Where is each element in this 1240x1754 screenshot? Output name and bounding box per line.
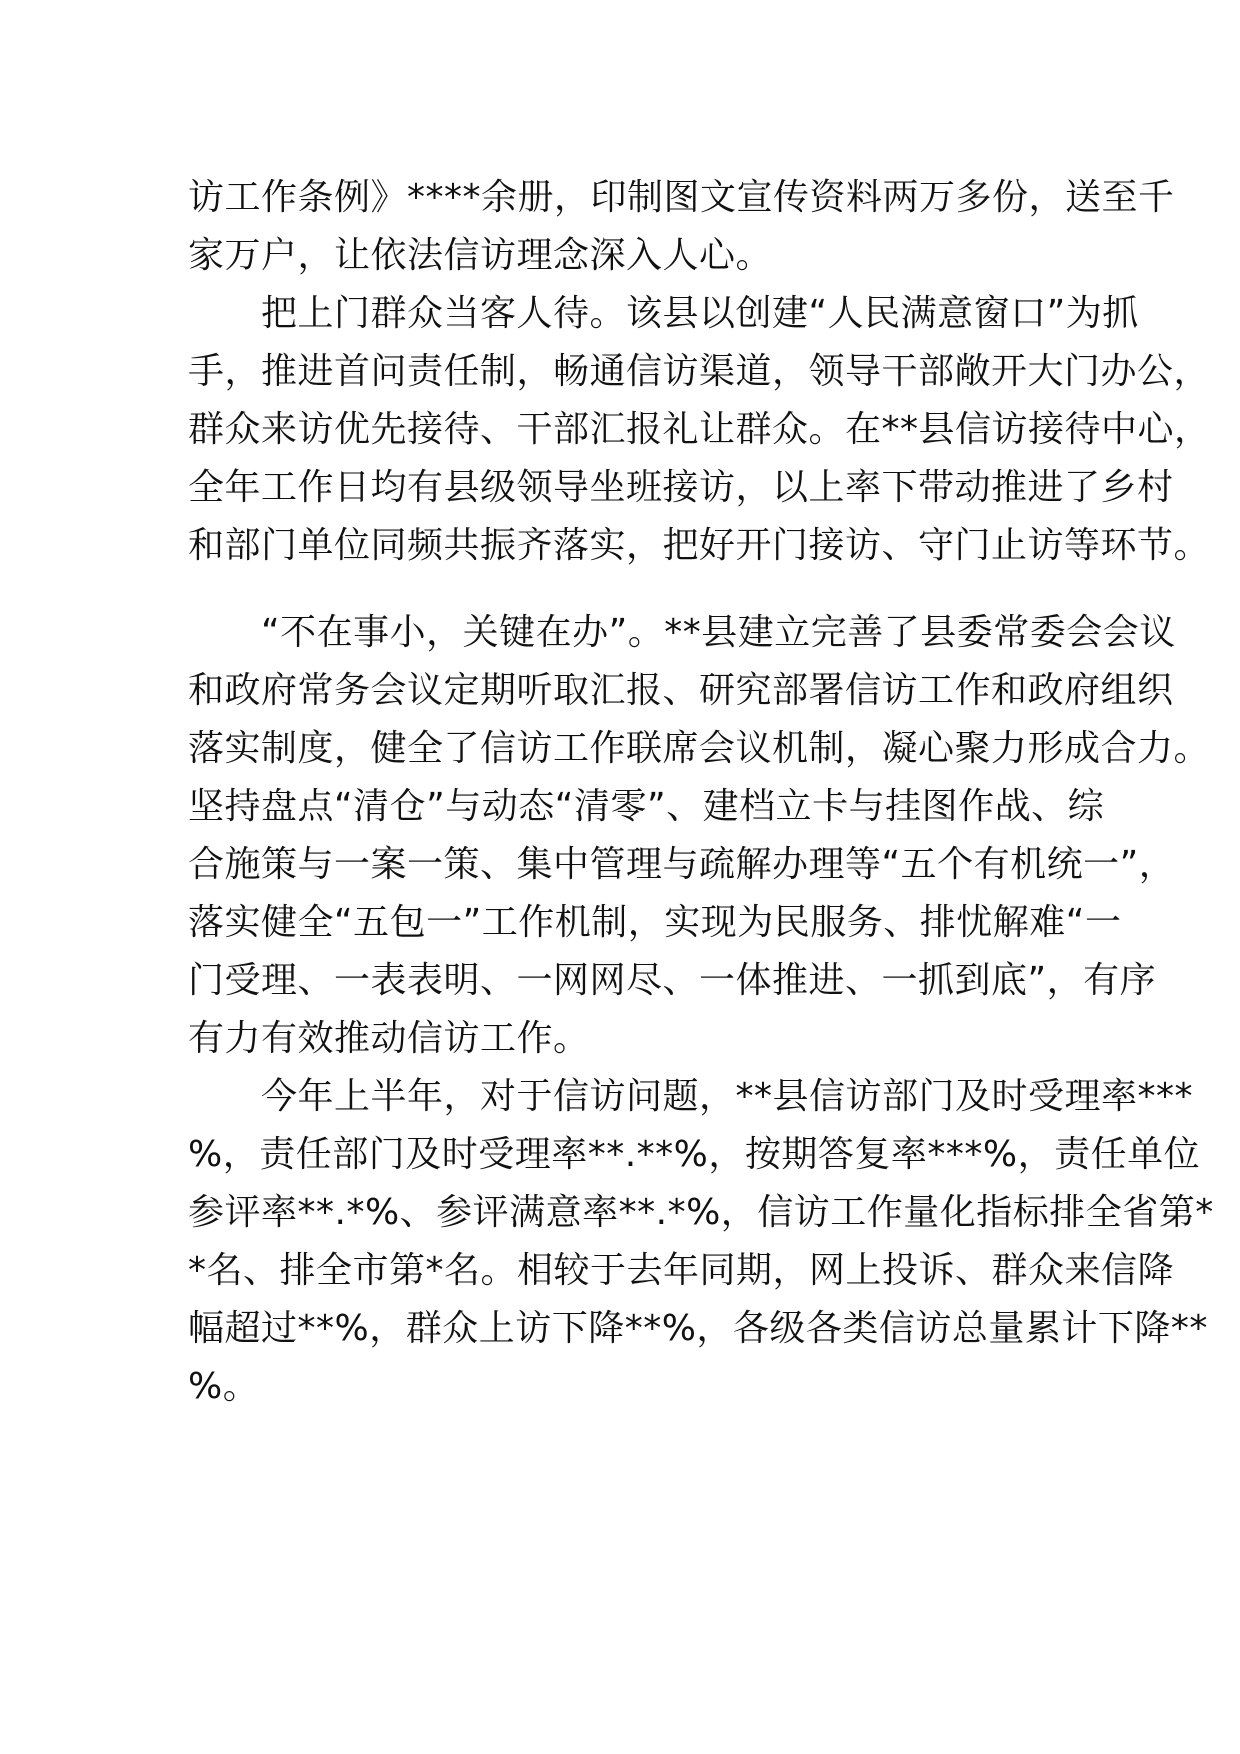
text-line: %，责任部门及时受理率**.**%，按期答复率***%，责任单位: [188, 1134, 1201, 1175]
text-line: 落实健全“五包一”工作机制，实现为民服务、排忧解难“一: [188, 902, 1122, 943]
text-line: *名、排全市第*名。相较于去年同期，网上投诉、群众来信降: [188, 1250, 1175, 1291]
text-line: 坚持盘点“清仓”与动态“清零”、建档立卡与挂图作战、综: [188, 786, 1105, 827]
text-line: 手，推进首问责任制，畅通信访渠道，领导干部敞开大门办公，: [188, 351, 1211, 392]
text-line: 和政府常务会议定期听取汇报、研究部署信访工作和政府组织: [188, 670, 1174, 711]
text-line: 落实制度，健全了信访工作联席会议机制，凝心聚力形成合力。: [188, 728, 1211, 769]
text-line: 把上门群众当客人待。该县以创建“人民满意窗口”为抓: [188, 293, 1139, 334]
text-line: 今年上半年，对于信访问题，**县信访部门及时受理率***: [188, 1076, 1194, 1117]
text-line: 群众来访优先接待、干部汇报礼让群众。在**县信访接待中心，: [188, 409, 1211, 450]
text-line: 参评率**.*%、参评满意率**.*%，信访工作量化指标排全省第*: [188, 1192, 1214, 1233]
text-line: “不在事小，关键在办”。**县建立完善了县委常委会会议: [188, 612, 1176, 653]
text-line: 家万户，让依法信访理念深入人心。: [188, 235, 773, 276]
text-line: 幅超过**%，群众上访下降**%，各级各类信访总量累计下降**: [188, 1308, 1208, 1349]
text-line: %。: [188, 1366, 260, 1407]
text-line: 访工作条例》****余册，印制图文宣传资料两万多份，送至千: [188, 177, 1175, 218]
text-line: 门受理、一表表明、一网网尽、一体推进、一抓到底”，有序: [188, 960, 1157, 1001]
text-line: 有力有效推动信访工作。: [188, 1018, 590, 1059]
text-line: 全年工作日均有县级领导坐班接访，以上率下带动推进了乡村: [188, 467, 1174, 508]
text-line: 合施策与一案一策、集中管理与疏解办理等“五个有机统一”，: [188, 844, 1176, 885]
text-line: 和部门单位同频共振齐落实，把好开门接访、守门止访等环节。: [188, 525, 1211, 566]
